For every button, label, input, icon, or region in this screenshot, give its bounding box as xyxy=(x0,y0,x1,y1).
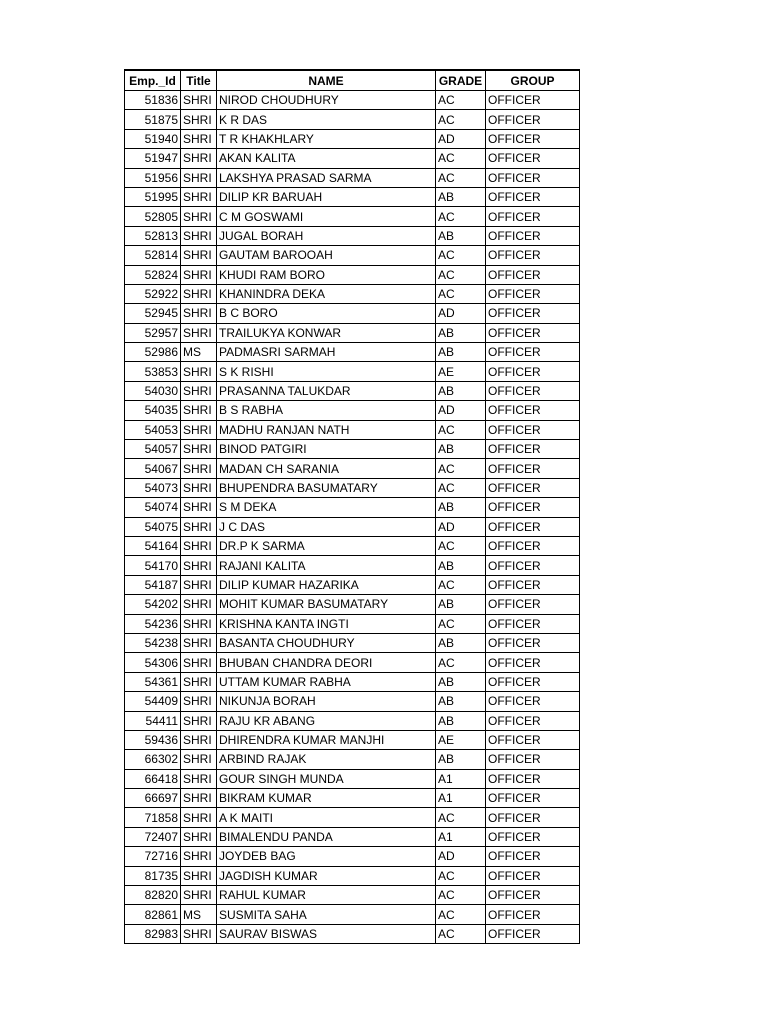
table-row xyxy=(125,711,580,730)
table-row xyxy=(125,226,580,245)
group-cell: OFFICER xyxy=(486,886,580,905)
name-cell: AKAN KALITA xyxy=(217,149,436,168)
group-cell: OFFICER xyxy=(486,575,580,594)
table-row xyxy=(125,381,580,400)
table-row xyxy=(125,440,580,459)
name-cell: B C BORO xyxy=(217,304,436,323)
name-cell: JOYDEB BAG xyxy=(217,847,436,866)
table-row xyxy=(125,187,580,206)
title-cell: SHRI xyxy=(181,440,217,459)
group-cell: OFFICER xyxy=(486,207,580,226)
grade-cell: AC xyxy=(436,91,486,110)
table-row xyxy=(125,789,580,808)
title-cell: SHRI xyxy=(181,808,217,827)
title-cell: SHRI xyxy=(181,575,217,594)
table-row xyxy=(125,653,580,672)
title-cell: SHRI xyxy=(181,323,217,342)
group-cell: OFFICER xyxy=(486,226,580,245)
name-cell: A K MAITI xyxy=(217,808,436,827)
title-cell: SHRI xyxy=(181,226,217,245)
name-cell: B S RABHA xyxy=(217,401,436,420)
emp-id-cell: 52957 xyxy=(125,323,181,342)
grade-cell: A1 xyxy=(436,769,486,788)
grade-cell: AC xyxy=(436,246,486,265)
emp-id-cell: 54170 xyxy=(125,556,181,575)
name-cell: UTTAM KUMAR RABHA xyxy=(217,672,436,691)
table-row xyxy=(125,847,580,866)
group-cell: OFFICER xyxy=(486,440,580,459)
table-row xyxy=(125,672,580,691)
name-cell: DILIP KR BARUAH xyxy=(217,187,436,206)
table-row xyxy=(125,168,580,187)
title-cell: SHRI xyxy=(181,168,217,187)
table-row xyxy=(125,827,580,846)
grade-cell: AC xyxy=(436,149,486,168)
table-row xyxy=(125,575,580,594)
group-cell: OFFICER xyxy=(486,769,580,788)
name-cell: NIKUNJA BORAH xyxy=(217,692,436,711)
table-row xyxy=(125,265,580,284)
grade-cell: AB xyxy=(436,750,486,769)
group-cell: OFFICER xyxy=(486,924,580,943)
title-cell: SHRI xyxy=(181,401,217,420)
title-cell: SHRI xyxy=(181,924,217,943)
title-cell: SHRI xyxy=(181,110,217,129)
name-cell: MOHIT KUMAR BASUMATARY xyxy=(217,595,436,614)
grade-cell: AD xyxy=(436,129,486,148)
table-row xyxy=(125,556,580,575)
group-cell: OFFICER xyxy=(486,750,580,769)
group-cell: OFFICER xyxy=(486,362,580,381)
emp-id-cell: 51995 xyxy=(125,187,181,206)
header-row xyxy=(125,70,580,91)
title-cell: SHRI xyxy=(181,866,217,885)
table-row xyxy=(125,284,580,303)
title-cell: SHRI xyxy=(181,789,217,808)
title-cell: SHRI xyxy=(181,692,217,711)
name-cell: BASANTA CHOUDHURY xyxy=(217,633,436,652)
grade-cell: A1 xyxy=(436,827,486,846)
grade-cell: AC xyxy=(436,808,486,827)
table-row xyxy=(125,246,580,265)
table-row xyxy=(125,110,580,129)
grade-cell: AC xyxy=(436,653,486,672)
group-cell: OFFICER xyxy=(486,614,580,633)
group-cell: OFFICER xyxy=(486,595,580,614)
group-cell: OFFICER xyxy=(486,536,580,555)
name-cell: MADHU RANJAN NATH xyxy=(217,420,436,439)
name-cell: PRASANNA TALUKDAR xyxy=(217,381,436,400)
name-cell: GAUTAM BAROOAH xyxy=(217,246,436,265)
grade-cell: AC xyxy=(436,168,486,187)
name-cell: BINOD PATGIRI xyxy=(217,440,436,459)
name-cell: SUSMITA SAHA xyxy=(217,905,436,924)
group-cell: OFFICER xyxy=(486,381,580,400)
name-cell: BHUBAN CHANDRA DEORI xyxy=(217,653,436,672)
group-cell: OFFICER xyxy=(486,129,580,148)
name-cell: BHUPENDRA BASUMATARY xyxy=(217,478,436,497)
title-cell: SHRI xyxy=(181,381,217,400)
title-cell: SHRI xyxy=(181,769,217,788)
title-cell: SHRI xyxy=(181,265,217,284)
name-cell: S K RISHI xyxy=(217,362,436,381)
emp-id-cell: 51940 xyxy=(125,129,181,148)
name-cell: DR.P K SARMA xyxy=(217,536,436,555)
title-cell: SHRI xyxy=(181,459,217,478)
emp-id-cell: 52805 xyxy=(125,207,181,226)
title-cell: SHRI xyxy=(181,653,217,672)
table-row xyxy=(125,750,580,769)
name-cell: DHIRENDRA KUMAR MANJHI xyxy=(217,730,436,749)
name-cell: T R KHAKHLARY xyxy=(217,129,436,148)
emp-id-cell: 52986 xyxy=(125,343,181,362)
emp-id-cell: 51836 xyxy=(125,91,181,110)
emp-id-cell: 59436 xyxy=(125,730,181,749)
emp-id-cell: 82983 xyxy=(125,924,181,943)
name-cell: MADAN CH SARANIA xyxy=(217,459,436,478)
table-row xyxy=(125,595,580,614)
name-cell: PADMASRI SARMAH xyxy=(217,343,436,362)
grade-cell: AB xyxy=(436,187,486,206)
emp-id-cell: 54306 xyxy=(125,653,181,672)
name-cell: K R DAS xyxy=(217,110,436,129)
table-row xyxy=(125,808,580,827)
group-cell: OFFICER xyxy=(486,847,580,866)
header-grade: GRADE xyxy=(436,70,486,91)
group-cell: OFFICER xyxy=(486,672,580,691)
header-name: NAME xyxy=(217,70,436,91)
title-cell: SHRI xyxy=(181,498,217,517)
header-emp-id: Emp._Id xyxy=(125,70,181,91)
name-cell: DILIP KUMAR HAZARIKA xyxy=(217,575,436,594)
title-cell: SHRI xyxy=(181,246,217,265)
emp-id-cell: 54073 xyxy=(125,478,181,497)
emp-id-cell: 52824 xyxy=(125,265,181,284)
name-cell: RAJU KR ABANG xyxy=(217,711,436,730)
name-cell: KHUDI RAM BORO xyxy=(217,265,436,284)
group-cell: OFFICER xyxy=(486,556,580,575)
grade-cell: AB xyxy=(436,556,486,575)
grade-cell: AB xyxy=(436,440,486,459)
title-cell: SHRI xyxy=(181,129,217,148)
group-cell: OFFICER xyxy=(486,498,580,517)
group-cell: OFFICER xyxy=(486,633,580,652)
table-row xyxy=(125,730,580,749)
name-cell: BIKRAM KUMAR xyxy=(217,789,436,808)
header-group: GROUP xyxy=(486,70,580,91)
group-cell: OFFICER xyxy=(486,91,580,110)
title-cell: SHRI xyxy=(181,750,217,769)
title-cell: SHRI xyxy=(181,149,217,168)
emp-id-cell: 66697 xyxy=(125,789,181,808)
title-cell: SHRI xyxy=(181,478,217,497)
emp-id-cell: 71858 xyxy=(125,808,181,827)
group-cell: OFFICER xyxy=(486,711,580,730)
emp-id-cell: 72407 xyxy=(125,827,181,846)
emp-id-cell: 66418 xyxy=(125,769,181,788)
name-cell: J C DAS xyxy=(217,517,436,536)
name-cell: C M GOSWAMI xyxy=(217,207,436,226)
grade-cell: AB xyxy=(436,226,486,245)
grade-cell: AC xyxy=(436,478,486,497)
group-cell: OFFICER xyxy=(486,149,580,168)
grade-cell: AB xyxy=(436,711,486,730)
grade-cell: AC xyxy=(436,536,486,555)
title-cell: SHRI xyxy=(181,556,217,575)
table-row xyxy=(125,401,580,420)
employee-table xyxy=(124,69,580,944)
table-row xyxy=(125,866,580,885)
group-cell: OFFICER xyxy=(486,692,580,711)
emp-id-cell: 51947 xyxy=(125,149,181,168)
title-cell: SHRI xyxy=(181,827,217,846)
grade-cell: AD xyxy=(436,401,486,420)
table-row xyxy=(125,459,580,478)
name-cell: KHANINDRA DEKA xyxy=(217,284,436,303)
grade-cell: AC xyxy=(436,110,486,129)
title-cell: MS xyxy=(181,343,217,362)
title-cell: SHRI xyxy=(181,633,217,652)
emp-id-cell: 54238 xyxy=(125,633,181,652)
name-cell: RAHUL KUMAR xyxy=(217,886,436,905)
emp-id-cell: 54236 xyxy=(125,614,181,633)
group-cell: OFFICER xyxy=(486,789,580,808)
table-row xyxy=(125,692,580,711)
grade-cell: AC xyxy=(436,284,486,303)
grade-cell: AC xyxy=(436,459,486,478)
table-row xyxy=(125,91,580,110)
emp-id-cell: 52814 xyxy=(125,246,181,265)
title-cell: SHRI xyxy=(181,711,217,730)
title-cell: SHRI xyxy=(181,187,217,206)
emp-id-cell: 54067 xyxy=(125,459,181,478)
emp-id-cell: 54202 xyxy=(125,595,181,614)
name-cell: S M DEKA xyxy=(217,498,436,517)
title-cell: SHRI xyxy=(181,420,217,439)
table-row xyxy=(125,614,580,633)
group-cell: OFFICER xyxy=(486,517,580,536)
grade-cell: AB xyxy=(436,692,486,711)
emp-id-cell: 54053 xyxy=(125,420,181,439)
title-cell: SHRI xyxy=(181,672,217,691)
grade-cell: AC xyxy=(436,575,486,594)
title-cell: SHRI xyxy=(181,730,217,749)
title-cell: SHRI xyxy=(181,207,217,226)
group-cell: OFFICER xyxy=(486,730,580,749)
grade-cell: AC xyxy=(436,614,486,633)
emp-id-cell: 53853 xyxy=(125,362,181,381)
emp-id-cell: 51875 xyxy=(125,110,181,129)
group-cell: OFFICER xyxy=(486,866,580,885)
group-cell: OFFICER xyxy=(486,265,580,284)
title-cell: SHRI xyxy=(181,304,217,323)
group-cell: OFFICER xyxy=(486,323,580,342)
group-cell: OFFICER xyxy=(486,401,580,420)
table-row xyxy=(125,304,580,323)
table-row xyxy=(125,149,580,168)
grade-cell: AE xyxy=(436,730,486,749)
group-cell: OFFICER xyxy=(486,246,580,265)
table-row xyxy=(125,323,580,342)
table-body xyxy=(125,91,580,944)
name-cell: GOUR SINGH MUNDA xyxy=(217,769,436,788)
emp-id-cell: 66302 xyxy=(125,750,181,769)
group-cell: OFFICER xyxy=(486,110,580,129)
name-cell: TRAILUKYA KONWAR xyxy=(217,323,436,342)
table-row xyxy=(125,886,580,905)
table-row xyxy=(125,498,580,517)
group-cell: OFFICER xyxy=(486,905,580,924)
grade-cell: AB xyxy=(436,498,486,517)
emp-id-cell: 54035 xyxy=(125,401,181,420)
emp-id-cell: 52813 xyxy=(125,226,181,245)
title-cell: SHRI xyxy=(181,847,217,866)
grade-cell: AC xyxy=(436,924,486,943)
grade-cell: AD xyxy=(436,517,486,536)
table-row xyxy=(125,905,580,924)
grade-cell: AC xyxy=(436,420,486,439)
table-row xyxy=(125,769,580,788)
name-cell: RAJANI KALITA xyxy=(217,556,436,575)
grade-cell: AC xyxy=(436,886,486,905)
emp-id-cell: 51956 xyxy=(125,168,181,187)
group-cell: OFFICER xyxy=(486,459,580,478)
group-cell: OFFICER xyxy=(486,808,580,827)
name-cell: NIROD CHOUDHURY xyxy=(217,91,436,110)
grade-cell: AC xyxy=(436,207,486,226)
title-cell: MS xyxy=(181,905,217,924)
name-cell: SAURAV BISWAS xyxy=(217,924,436,943)
header-title: Title xyxy=(181,70,217,91)
table-row xyxy=(125,536,580,555)
grade-cell: AD xyxy=(436,847,486,866)
grade-cell: AC xyxy=(436,866,486,885)
group-cell: OFFICER xyxy=(486,284,580,303)
emp-id-cell: 81735 xyxy=(125,866,181,885)
grade-cell: AB xyxy=(436,633,486,652)
grade-cell: AB xyxy=(436,672,486,691)
title-cell: SHRI xyxy=(181,614,217,633)
emp-id-cell: 54411 xyxy=(125,711,181,730)
emp-id-cell: 54075 xyxy=(125,517,181,536)
group-cell: OFFICER xyxy=(486,168,580,187)
emp-id-cell: 54030 xyxy=(125,381,181,400)
emp-id-cell: 82861 xyxy=(125,905,181,924)
grade-cell: A1 xyxy=(436,789,486,808)
emp-id-cell: 54164 xyxy=(125,536,181,555)
name-cell: JUGAL BORAH xyxy=(217,226,436,245)
title-cell: SHRI xyxy=(181,595,217,614)
emp-id-cell: 54187 xyxy=(125,575,181,594)
title-cell: SHRI xyxy=(181,362,217,381)
title-cell: SHRI xyxy=(181,517,217,536)
grade-cell: AC xyxy=(436,265,486,284)
group-cell: OFFICER xyxy=(486,827,580,846)
emp-id-cell: 52922 xyxy=(125,284,181,303)
table-row xyxy=(125,478,580,497)
emp-id-cell: 54361 xyxy=(125,672,181,691)
name-cell: JAGDISH KUMAR xyxy=(217,866,436,885)
grade-cell: AB xyxy=(436,323,486,342)
table-row xyxy=(125,343,580,362)
title-cell: SHRI xyxy=(181,536,217,555)
grade-cell: AB xyxy=(436,595,486,614)
emp-id-cell: 72716 xyxy=(125,847,181,866)
group-cell: OFFICER xyxy=(486,420,580,439)
name-cell: ARBIND RAJAK xyxy=(217,750,436,769)
emp-id-cell: 54074 xyxy=(125,498,181,517)
emp-id-cell: 54409 xyxy=(125,692,181,711)
group-cell: OFFICER xyxy=(486,343,580,362)
table-row xyxy=(125,924,580,943)
emp-id-cell: 52945 xyxy=(125,304,181,323)
grade-cell: AD xyxy=(436,304,486,323)
table-row xyxy=(125,517,580,536)
group-cell: OFFICER xyxy=(486,187,580,206)
table-row xyxy=(125,129,580,148)
grade-cell: AB xyxy=(436,381,486,400)
grade-cell: AB xyxy=(436,343,486,362)
name-cell: BIMALENDU PANDA xyxy=(217,827,436,846)
grade-cell: AC xyxy=(436,905,486,924)
group-cell: OFFICER xyxy=(486,304,580,323)
name-cell: KRISHNA KANTA INGTI xyxy=(217,614,436,633)
emp-id-cell: 82820 xyxy=(125,886,181,905)
title-cell: SHRI xyxy=(181,886,217,905)
group-cell: OFFICER xyxy=(486,478,580,497)
table-row xyxy=(125,633,580,652)
grade-cell: AE xyxy=(436,362,486,381)
table-row xyxy=(125,207,580,226)
name-cell: LAKSHYA PRASAD SARMA xyxy=(217,168,436,187)
emp-id-cell: 54057 xyxy=(125,440,181,459)
table-row xyxy=(125,420,580,439)
table-row xyxy=(125,362,580,381)
title-cell: SHRI xyxy=(181,91,217,110)
group-cell: OFFICER xyxy=(486,653,580,672)
title-cell: SHRI xyxy=(181,284,217,303)
